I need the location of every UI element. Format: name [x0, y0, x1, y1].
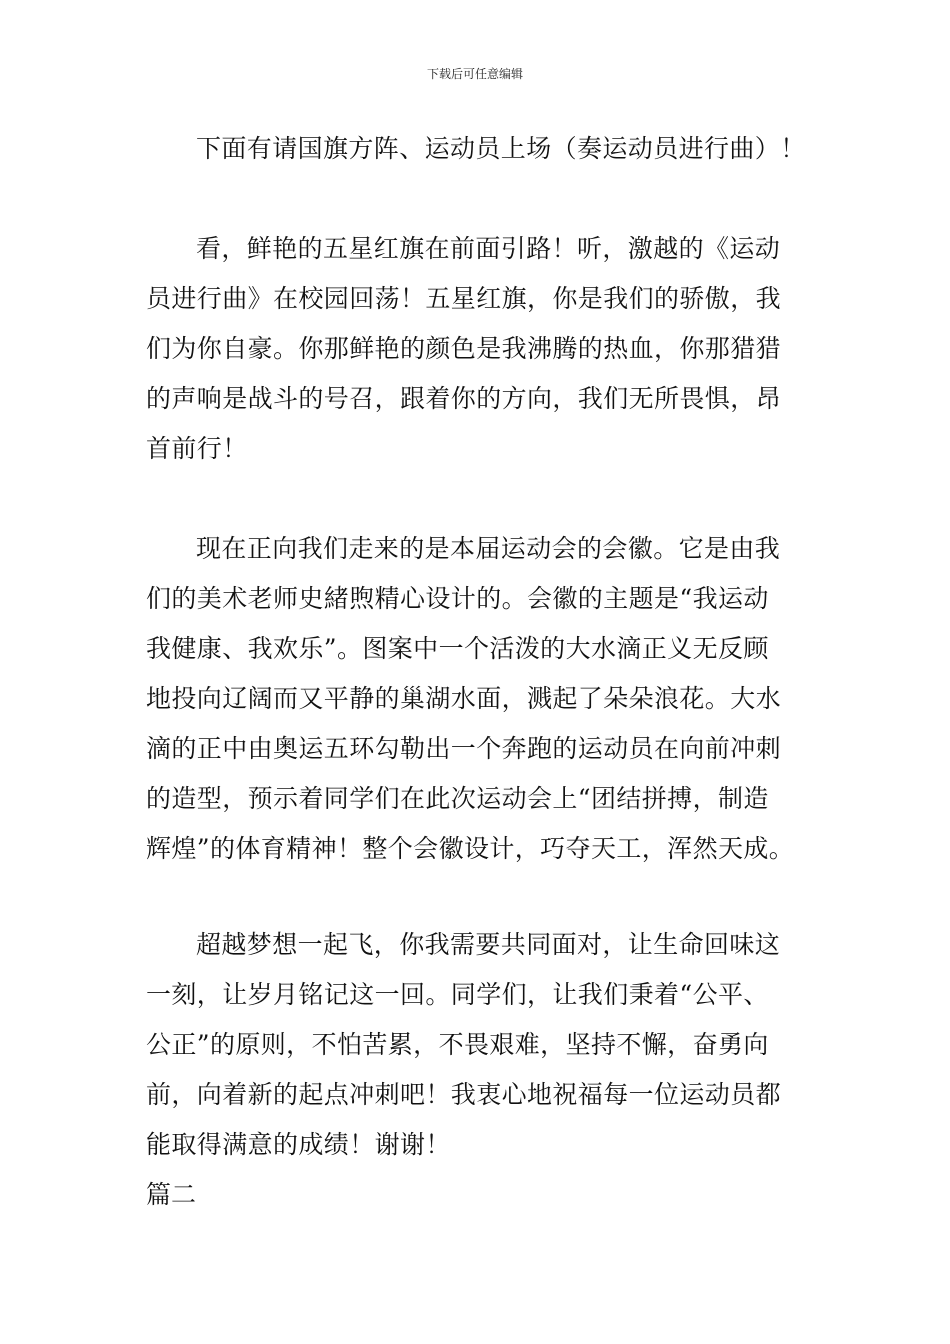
paragraph-line: 看，鲜艳的五星红旗在前面引路！听，激越的《运动 [196, 234, 781, 263]
paragraph-line: 我健康、我欢乐”。图案中一个活泼的大水滴正义无反顾 [146, 634, 769, 663]
paragraph-line: 现在正向我们走来的是本届运动会的会徽。它是由我 [196, 534, 781, 563]
paragraph-line: 一刻，让岁月铭记这一回。同学们，让我们秉着“公平、 [146, 980, 769, 1009]
paragraph-line: 辉煌”的体育精神！整个会徽设计，巧夺天工，浑然天成。 [146, 834, 795, 863]
paragraph-2 [146, 224, 806, 474]
paragraph-line: 们的美术老师史緒煦精心设计的。会徽的主题是“我运动 [146, 584, 769, 613]
paragraph-line: 地投向辽阔而又平静的巢湖水面，溅起了朵朵浪花。大水 [146, 684, 782, 713]
section-heading: 篇二 [146, 1180, 197, 1209]
paragraph-1 [146, 124, 806, 174]
paragraph-line: 超越梦想一起飞，你我需要共同面对，让生命回味这 [196, 930, 781, 959]
paragraph-line: 能取得满意的成绩！谢谢！ [146, 1130, 451, 1159]
page-header: 下载后可任意编辑 [426, 67, 523, 81]
paragraph-line: 员进行曲》在校园回荡！五星红旗，你是我们的骄傲，我 [146, 284, 782, 313]
paragraph-line: 公正”的原则，不怕苦累，不畏艰难，坚持不懈，奋勇向 [146, 1030, 769, 1059]
paragraph-line: 首前行！ [146, 434, 248, 463]
paragraph-4 [146, 920, 806, 1170]
paragraph-line: 们为你自豪。你那鲜艳的颜色是我沸腾的热血，你那猎猎 [146, 334, 782, 363]
paragraph-line: 的声响是战斗的号召，跟着你的方向，我们无所畏惧，昂 [146, 384, 782, 413]
paragraph-line: 的造型，预示着同学们在此次运动会上“团结拼搏，制造 [146, 784, 769, 813]
paragraph-line: 滴的正中由奥运五环勾勒出一个奔跑的运动员在向前冲刺 [146, 734, 782, 763]
paragraph-line: 下面有请国旗方阵、运动员上场（奏运动员进行曲）！ [196, 134, 806, 163]
paragraph-line: 前，向着新的起点冲刺吧！我衷心地祝福每一位运动员都 [146, 1080, 782, 1109]
paragraph-3 [146, 524, 806, 874]
